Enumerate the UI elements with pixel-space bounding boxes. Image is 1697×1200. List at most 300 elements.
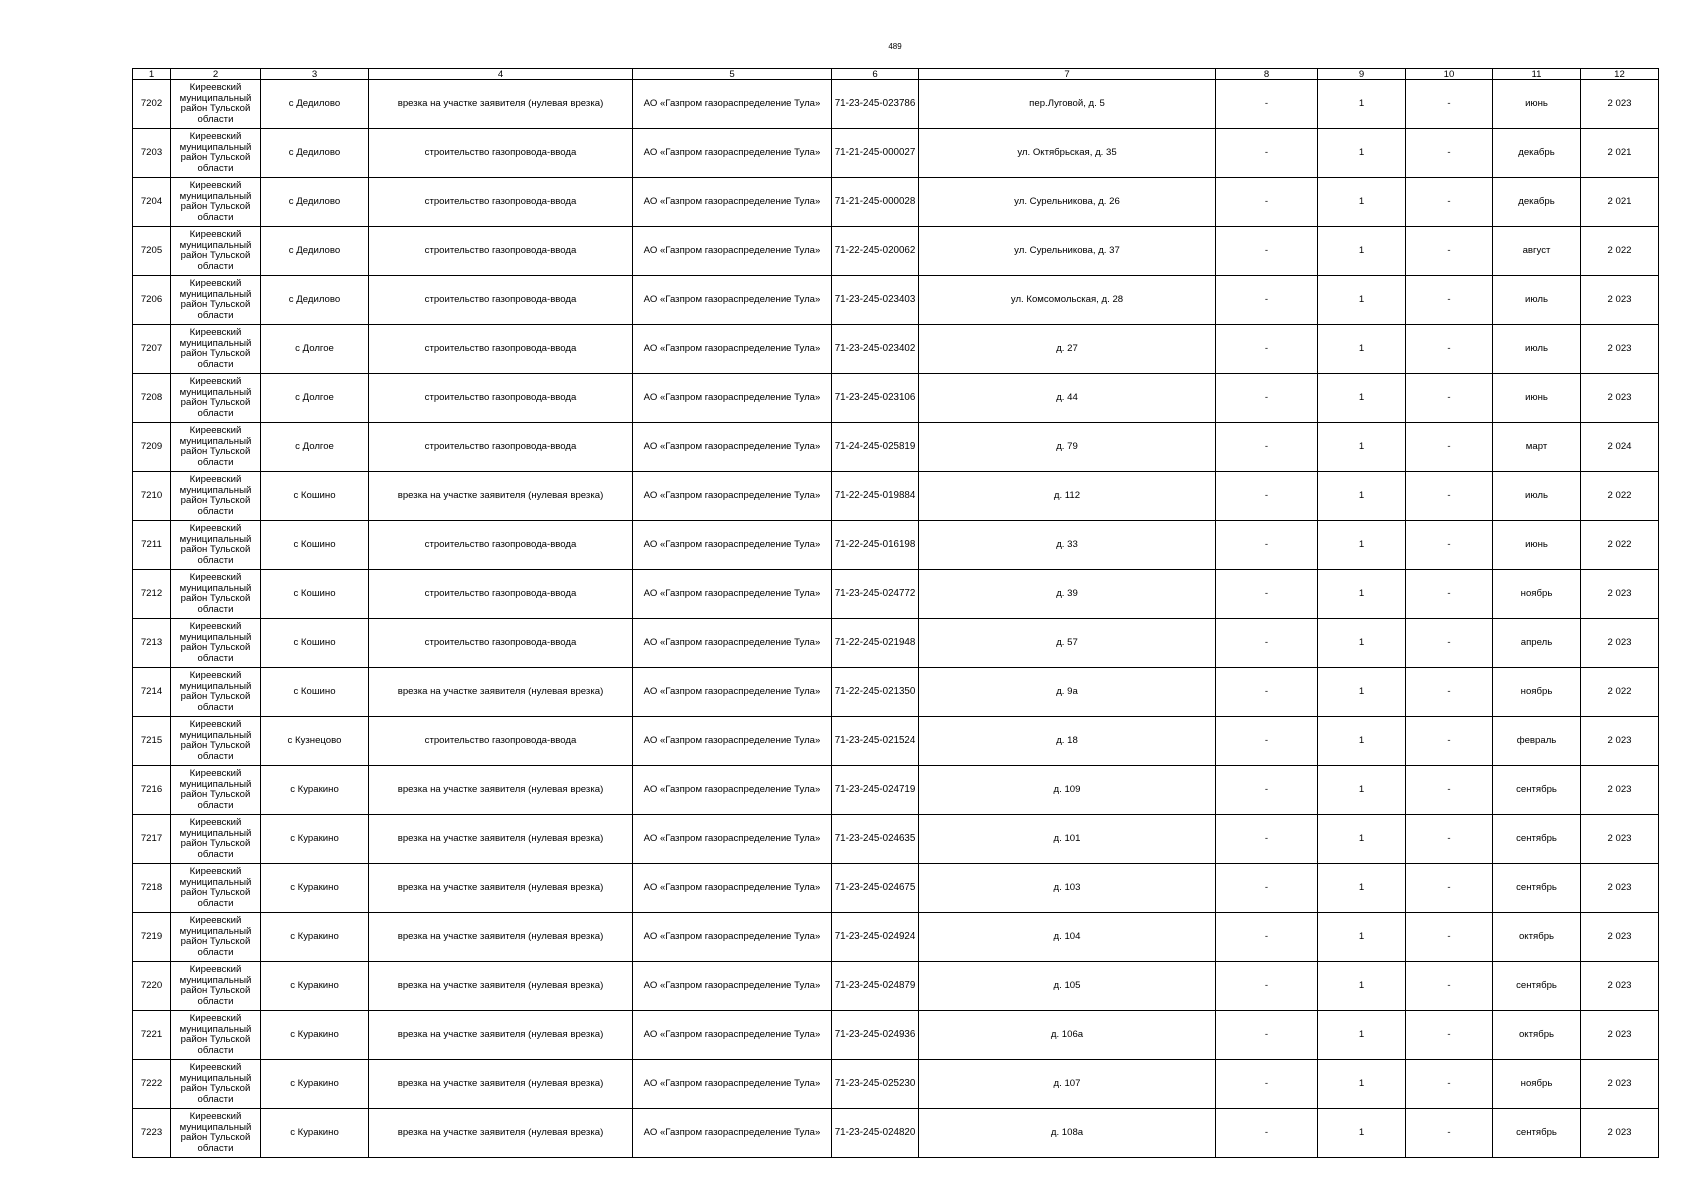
month-cell: сентябрь [1493, 815, 1581, 864]
organization-cell: АО «Газпром газораспределение Тула» [633, 864, 832, 913]
application-code-cell: 71-22-245-021948 [832, 619, 919, 668]
col10-cell: - [1406, 1011, 1493, 1060]
table-row [133, 472, 1659, 521]
month-cell: июнь [1493, 80, 1581, 129]
month-cell: сентябрь [1493, 864, 1581, 913]
district-cell: Киреевский муниципальный район Тульской области [171, 129, 261, 178]
col9-cell: 1 [1318, 374, 1406, 423]
table-row [133, 276, 1659, 325]
district-cell: Киреевский муниципальный район Тульской области [171, 374, 261, 423]
col8-cell: - [1216, 178, 1318, 227]
locality-cell: с Кошино [261, 668, 369, 717]
work-type-cell: строительство газопровода-ввода [369, 374, 633, 423]
month-cell: июль [1493, 325, 1581, 374]
month-cell: июль [1493, 276, 1581, 325]
col10-cell: - [1406, 472, 1493, 521]
table-row [133, 227, 1659, 276]
year-cell: 2 024 [1581, 423, 1659, 472]
table-row [133, 668, 1659, 717]
col10-cell: - [1406, 668, 1493, 717]
month-cell: ноябрь [1493, 570, 1581, 619]
district-cell: Киреевский муниципальный район Тульской области [171, 178, 261, 227]
col9-cell: 1 [1318, 864, 1406, 913]
row-number-cell: 7220 [133, 962, 171, 1011]
col8-cell: - [1216, 570, 1318, 619]
table-row [133, 864, 1659, 913]
work-type-cell: строительство газопровода-ввода [369, 227, 633, 276]
col8-cell: - [1216, 766, 1318, 815]
organization-cell: АО «Газпром газораспределение Тула» [633, 521, 832, 570]
application-code-cell: 71-23-245-024635 [832, 815, 919, 864]
col8-cell: - [1216, 472, 1318, 521]
column-header: 5 [633, 69, 832, 80]
col10-cell: - [1406, 276, 1493, 325]
table-row [133, 619, 1659, 668]
month-cell: сентябрь [1493, 962, 1581, 1011]
row-number-cell: 7209 [133, 423, 171, 472]
district-cell: Киреевский муниципальный район Тульской области [171, 423, 261, 472]
row-number-cell: 7215 [133, 717, 171, 766]
row-number-cell: 7206 [133, 276, 171, 325]
application-code-cell: 71-23-245-021524 [832, 717, 919, 766]
address-cell: д. 108а [919, 1109, 1216, 1158]
month-cell: октябрь [1493, 913, 1581, 962]
work-type-cell: строительство газопровода-ввода [369, 129, 633, 178]
year-cell: 2 023 [1581, 913, 1659, 962]
work-type-cell: строительство газопровода-ввода [369, 717, 633, 766]
district-cell: Киреевский муниципальный район Тульской области [171, 325, 261, 374]
work-type-cell: строительство газопровода-ввода [369, 570, 633, 619]
district-cell: Киреевский муниципальный район Тульской области [171, 1060, 261, 1109]
table-row [133, 374, 1659, 423]
month-cell: март [1493, 423, 1581, 472]
col10-cell: - [1406, 227, 1493, 276]
table-row [133, 766, 1659, 815]
col9-cell: 1 [1318, 276, 1406, 325]
col10-cell: - [1406, 325, 1493, 374]
district-cell: Киреевский муниципальный район Тульской области [171, 864, 261, 913]
col8-cell: - [1216, 325, 1318, 374]
col9-cell: 1 [1318, 1060, 1406, 1109]
row-number-cell: 7222 [133, 1060, 171, 1109]
organization-cell: АО «Газпром газораспределение Тула» [633, 619, 832, 668]
column-header: 7 [919, 69, 1216, 80]
application-code-cell: 71-21-245-000027 [832, 129, 919, 178]
work-type-cell: строительство газопровода-ввода [369, 325, 633, 374]
address-cell: д. 107 [919, 1060, 1216, 1109]
address-cell: д. 105 [919, 962, 1216, 1011]
row-number-cell: 7203 [133, 129, 171, 178]
column-header: 11 [1493, 69, 1581, 80]
address-cell: д. 44 [919, 374, 1216, 423]
col9-cell: 1 [1318, 1011, 1406, 1060]
col10-cell: - [1406, 521, 1493, 570]
application-code-cell: 71-22-245-020062 [832, 227, 919, 276]
month-cell: август [1493, 227, 1581, 276]
address-cell: д. 33 [919, 521, 1216, 570]
table-row [133, 962, 1659, 1011]
gasification-table [132, 68, 1659, 1158]
organization-cell: АО «Газпром газораспределение Тула» [633, 717, 832, 766]
organization-cell: АО «Газпром газораспределение Тула» [633, 178, 832, 227]
col9-cell: 1 [1318, 227, 1406, 276]
col10-cell: - [1406, 374, 1493, 423]
column-header: 3 [261, 69, 369, 80]
year-cell: 2 022 [1581, 521, 1659, 570]
organization-cell: АО «Газпром газораспределение Тула» [633, 129, 832, 178]
col8-cell: - [1216, 423, 1318, 472]
month-cell: декабрь [1493, 129, 1581, 178]
work-type-cell: врезка на участке заявителя (нулевая врезка) [369, 472, 633, 521]
table-row [133, 423, 1659, 472]
table-row [133, 570, 1659, 619]
row-number-cell: 7202 [133, 80, 171, 129]
col8-cell: - [1216, 1109, 1318, 1158]
work-type-cell: строительство газопровода-ввода [369, 423, 633, 472]
locality-cell: с Долгое [261, 423, 369, 472]
district-cell: Киреевский муниципальный район Тульской области [171, 521, 261, 570]
col8-cell: - [1216, 962, 1318, 1011]
year-cell: 2 023 [1581, 276, 1659, 325]
locality-cell: с Куракино [261, 815, 369, 864]
col10-cell: - [1406, 864, 1493, 913]
address-cell: д. 109 [919, 766, 1216, 815]
header-row [133, 69, 1659, 80]
col9-cell: 1 [1318, 913, 1406, 962]
row-number-cell: 7205 [133, 227, 171, 276]
locality-cell: с Кошино [261, 570, 369, 619]
col10-cell: - [1406, 1060, 1493, 1109]
address-cell: д. 57 [919, 619, 1216, 668]
table-row [133, 1060, 1659, 1109]
organization-cell: АО «Газпром газораспределение Тула» [633, 276, 832, 325]
column-header: 4 [369, 69, 633, 80]
column-header: 12 [1581, 69, 1659, 80]
col8-cell: - [1216, 1060, 1318, 1109]
district-cell: Киреевский муниципальный район Тульской области [171, 80, 261, 129]
col9-cell: 1 [1318, 129, 1406, 178]
row-number-cell: 7221 [133, 1011, 171, 1060]
col10-cell: - [1406, 717, 1493, 766]
locality-cell: с Дедилово [261, 227, 369, 276]
row-number-cell: 7211 [133, 521, 171, 570]
locality-cell: с Куракино [261, 962, 369, 1011]
col8-cell: - [1216, 619, 1318, 668]
month-cell: сентябрь [1493, 1109, 1581, 1158]
locality-cell: с Куракино [261, 1109, 369, 1158]
district-cell: Киреевский муниципальный район Тульской области [171, 717, 261, 766]
organization-cell: АО «Газпром газораспределение Тула» [633, 570, 832, 619]
work-type-cell: строительство газопровода-ввода [369, 619, 633, 668]
col9-cell: 1 [1318, 962, 1406, 1011]
col10-cell: - [1406, 913, 1493, 962]
col10-cell: - [1406, 129, 1493, 178]
organization-cell: АО «Газпром газораспределение Тула» [633, 423, 832, 472]
organization-cell: АО «Газпром газораспределение Тула» [633, 766, 832, 815]
year-cell: 2 023 [1581, 717, 1659, 766]
row-number-cell: 7204 [133, 178, 171, 227]
locality-cell: с Кошино [261, 472, 369, 521]
year-cell: 2 023 [1581, 1011, 1659, 1060]
col10-cell: - [1406, 423, 1493, 472]
district-cell: Киреевский муниципальный район Тульской области [171, 962, 261, 1011]
month-cell: апрель [1493, 619, 1581, 668]
address-cell: ул. Комсомольская, д. 28 [919, 276, 1216, 325]
organization-cell: АО «Газпром газораспределение Тула» [633, 374, 832, 423]
address-cell: д. 101 [919, 815, 1216, 864]
month-cell: ноябрь [1493, 1060, 1581, 1109]
application-code-cell: 71-22-245-021350 [832, 668, 919, 717]
row-number-cell: 7207 [133, 325, 171, 374]
address-cell: д. 9а [919, 668, 1216, 717]
col8-cell: - [1216, 129, 1318, 178]
locality-cell: с Куракино [261, 1011, 369, 1060]
row-number-cell: 7208 [133, 374, 171, 423]
table-row [133, 717, 1659, 766]
col8-cell: - [1216, 913, 1318, 962]
col9-cell: 1 [1318, 717, 1406, 766]
month-cell: июнь [1493, 521, 1581, 570]
application-code-cell: 71-24-245-025819 [832, 423, 919, 472]
column-header: 6 [832, 69, 919, 80]
application-code-cell: 71-23-245-023106 [832, 374, 919, 423]
col9-cell: 1 [1318, 815, 1406, 864]
locality-cell: с Дедилово [261, 276, 369, 325]
work-type-cell: врезка на участке заявителя (нулевая врезка) [369, 1109, 633, 1158]
locality-cell: с Кошино [261, 619, 369, 668]
month-cell: июнь [1493, 374, 1581, 423]
col8-cell: - [1216, 1011, 1318, 1060]
work-type-cell: врезка на участке заявителя (нулевая врезка) [369, 1011, 633, 1060]
locality-cell: с Куракино [261, 1060, 369, 1109]
year-cell: 2 023 [1581, 864, 1659, 913]
work-type-cell: врезка на участке заявителя (нулевая врезка) [369, 668, 633, 717]
table-row [133, 178, 1659, 227]
col10-cell: - [1406, 1109, 1493, 1158]
col9-cell: 1 [1318, 766, 1406, 815]
address-cell: ул. Октябрьская, д. 35 [919, 129, 1216, 178]
col10-cell: - [1406, 962, 1493, 1011]
locality-cell: с Долгое [261, 374, 369, 423]
work-type-cell: строительство газопровода-ввода [369, 178, 633, 227]
col10-cell: - [1406, 178, 1493, 227]
application-code-cell: 71-23-245-024924 [832, 913, 919, 962]
col9-cell: 1 [1318, 1109, 1406, 1158]
column-header: 1 [133, 69, 171, 80]
col9-cell: 1 [1318, 619, 1406, 668]
district-cell: Киреевский муниципальный район Тульской области [171, 913, 261, 962]
table-row [133, 80, 1659, 129]
address-cell: д. 106а [919, 1011, 1216, 1060]
application-code-cell: 71-23-245-023403 [832, 276, 919, 325]
district-cell: Киреевский муниципальный район Тульской области [171, 227, 261, 276]
column-header: 9 [1318, 69, 1406, 80]
organization-cell: АО «Газпром газораспределение Тула» [633, 1011, 832, 1060]
year-cell: 2 023 [1581, 619, 1659, 668]
col9-cell: 1 [1318, 80, 1406, 129]
year-cell: 2 023 [1581, 325, 1659, 374]
organization-cell: АО «Газпром газораспределение Тула» [633, 815, 832, 864]
table-row [133, 913, 1659, 962]
year-cell: 2 022 [1581, 668, 1659, 717]
month-cell: сентябрь [1493, 766, 1581, 815]
col10-cell: - [1406, 766, 1493, 815]
organization-cell: АО «Газпром газораспределение Тула» [633, 668, 832, 717]
col9-cell: 1 [1318, 423, 1406, 472]
col8-cell: - [1216, 864, 1318, 913]
organization-cell: АО «Газпром газораспределение Тула» [633, 80, 832, 129]
address-cell: д. 27 [919, 325, 1216, 374]
table-row [133, 1011, 1659, 1060]
year-cell: 2 022 [1581, 472, 1659, 521]
locality-cell: с Долгое [261, 325, 369, 374]
row-number-cell: 7219 [133, 913, 171, 962]
row-number-cell: 7223 [133, 1109, 171, 1158]
col8-cell: - [1216, 668, 1318, 717]
address-cell: д. 104 [919, 913, 1216, 962]
district-cell: Киреевский муниципальный район Тульской области [171, 1109, 261, 1158]
col10-cell: - [1406, 619, 1493, 668]
col8-cell: - [1216, 227, 1318, 276]
district-cell: Киреевский муниципальный район Тульской области [171, 276, 261, 325]
application-code-cell: 71-21-245-000028 [832, 178, 919, 227]
row-number-cell: 7210 [133, 472, 171, 521]
locality-cell: с Куракино [261, 913, 369, 962]
year-cell: 2 022 [1581, 227, 1659, 276]
col8-cell: - [1216, 80, 1318, 129]
work-type-cell: врезка на участке заявителя (нулевая врезка) [369, 1060, 633, 1109]
district-cell: Киреевский муниципальный район Тульской области [171, 766, 261, 815]
col8-cell: - [1216, 374, 1318, 423]
organization-cell: АО «Газпром газораспределение Тула» [633, 325, 832, 374]
col9-cell: 1 [1318, 570, 1406, 619]
year-cell: 2 023 [1581, 1109, 1659, 1158]
month-cell: ноябрь [1493, 668, 1581, 717]
month-cell: февраль [1493, 717, 1581, 766]
district-cell: Киреевский муниципальный район Тульской области [171, 815, 261, 864]
page-number: 489 [888, 42, 902, 51]
locality-cell: с Дедилово [261, 178, 369, 227]
table-row [133, 1109, 1659, 1158]
application-code-cell: 71-23-245-024879 [832, 962, 919, 1011]
table-row [133, 815, 1659, 864]
district-cell: Киреевский муниципальный район Тульской области [171, 668, 261, 717]
work-type-cell: врезка на участке заявителя (нулевая врезка) [369, 864, 633, 913]
application-code-cell: 71-22-245-019884 [832, 472, 919, 521]
work-type-cell: строительство газопровода-ввода [369, 521, 633, 570]
row-number-cell: 7217 [133, 815, 171, 864]
year-cell: 2 023 [1581, 570, 1659, 619]
work-type-cell: строительство газопровода-ввода [369, 276, 633, 325]
month-cell: октябрь [1493, 1011, 1581, 1060]
address-cell: д. 18 [919, 717, 1216, 766]
col8-cell: - [1216, 276, 1318, 325]
locality-cell: с Кузнецово [261, 717, 369, 766]
work-type-cell: врезка на участке заявителя (нулевая врезка) [369, 962, 633, 1011]
col9-cell: 1 [1318, 472, 1406, 521]
year-cell: 2 023 [1581, 962, 1659, 1011]
col10-cell: - [1406, 570, 1493, 619]
locality-cell: с Куракино [261, 766, 369, 815]
work-type-cell: врезка на участке заявителя (нулевая врезка) [369, 80, 633, 129]
locality-cell: с Дедилово [261, 80, 369, 129]
organization-cell: АО «Газпром газораспределение Тула» [633, 472, 832, 521]
column-header: 2 [171, 69, 261, 80]
col8-cell: - [1216, 521, 1318, 570]
year-cell: 2 023 [1581, 815, 1659, 864]
application-code-cell: 71-23-245-025230 [832, 1060, 919, 1109]
address-cell: пер.Луговой, д. 5 [919, 80, 1216, 129]
month-cell: декабрь [1493, 178, 1581, 227]
col9-cell: 1 [1318, 668, 1406, 717]
application-code-cell: 71-23-245-024719 [832, 766, 919, 815]
organization-cell: АО «Газпром газораспределение Тула» [633, 962, 832, 1011]
application-code-cell: 71-23-245-024936 [832, 1011, 919, 1060]
organization-cell: АО «Газпром газораспределение Тула» [633, 1109, 832, 1158]
locality-cell: с Кошино [261, 521, 369, 570]
table-row [133, 325, 1659, 374]
row-number-cell: 7218 [133, 864, 171, 913]
work-type-cell: врезка на участке заявителя (нулевая врезка) [369, 766, 633, 815]
organization-cell: АО «Газпром газораспределение Тула» [633, 1060, 832, 1109]
organization-cell: АО «Газпром газораспределение Тула» [633, 913, 832, 962]
year-cell: 2 023 [1581, 374, 1659, 423]
month-cell: июль [1493, 472, 1581, 521]
district-cell: Киреевский муниципальный район Тульской области [171, 472, 261, 521]
locality-cell: с Дедилово [261, 129, 369, 178]
col9-cell: 1 [1318, 521, 1406, 570]
table-row [133, 129, 1659, 178]
col10-cell: - [1406, 815, 1493, 864]
application-code-cell: 71-23-245-024675 [832, 864, 919, 913]
col9-cell: 1 [1318, 178, 1406, 227]
address-cell: д. 112 [919, 472, 1216, 521]
row-number-cell: 7212 [133, 570, 171, 619]
col9-cell: 1 [1318, 325, 1406, 374]
application-code-cell: 71-22-245-016198 [832, 521, 919, 570]
column-header: 8 [1216, 69, 1318, 80]
locality-cell: с Куракино [261, 864, 369, 913]
address-cell: ул. Сурельникова, д. 37 [919, 227, 1216, 276]
address-cell: д. 79 [919, 423, 1216, 472]
application-code-cell: 71-23-245-024772 [832, 570, 919, 619]
application-code-cell: 71-23-245-024820 [832, 1109, 919, 1158]
district-cell: Киреевский муниципальный район Тульской области [171, 619, 261, 668]
year-cell: 2 023 [1581, 766, 1659, 815]
work-type-cell: врезка на участке заявителя (нулевая врезка) [369, 913, 633, 962]
column-header: 10 [1406, 69, 1493, 80]
application-code-cell: 71-23-245-023786 [832, 80, 919, 129]
district-cell: Киреевский муниципальный район Тульской области [171, 570, 261, 619]
col8-cell: - [1216, 717, 1318, 766]
application-code-cell: 71-23-245-023402 [832, 325, 919, 374]
year-cell: 2 023 [1581, 1060, 1659, 1109]
year-cell: 2 021 [1581, 178, 1659, 227]
organization-cell: АО «Газпром газораспределение Тула» [633, 227, 832, 276]
row-number-cell: 7213 [133, 619, 171, 668]
year-cell: 2 021 [1581, 129, 1659, 178]
work-type-cell: врезка на участке заявителя (нулевая врезка) [369, 815, 633, 864]
col8-cell: - [1216, 815, 1318, 864]
district-cell: Киреевский муниципальный район Тульской области [171, 1011, 261, 1060]
col10-cell: - [1406, 80, 1493, 129]
row-number-cell: 7214 [133, 668, 171, 717]
address-cell: д. 39 [919, 570, 1216, 619]
address-cell: д. 103 [919, 864, 1216, 913]
table-row [133, 521, 1659, 570]
year-cell: 2 023 [1581, 80, 1659, 129]
address-cell: ул. Сурельникова, д. 26 [919, 178, 1216, 227]
